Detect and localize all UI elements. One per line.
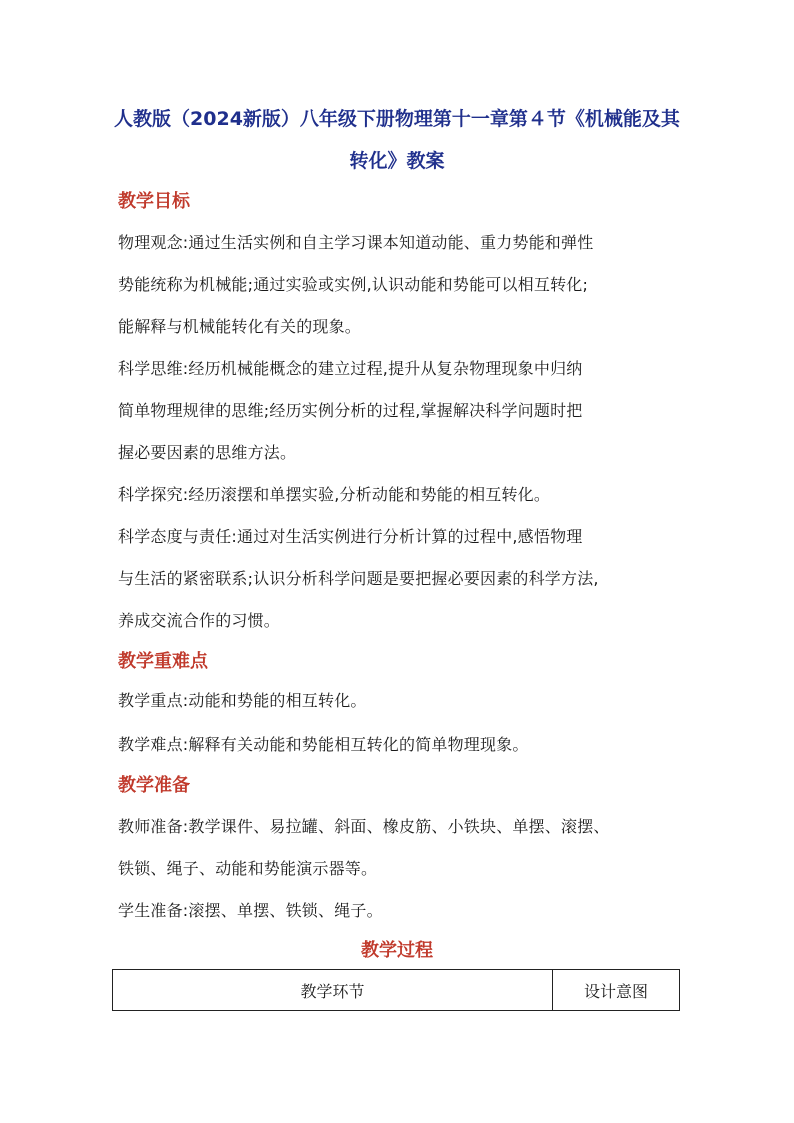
- goals-line: 物理观念:通过生活实例和自主学习课本知道动能、重力势能和弹性: [118, 233, 594, 252]
- section-heading-process: 教学过程: [361, 940, 433, 961]
- prep-line: 铁锁、绳子、动能和势能演示器等。: [118, 859, 378, 878]
- keypoints-line: 教学难点:解释有关动能和势能相互转化的简单物理现象。: [118, 735, 529, 754]
- goals-line: 与生活的紧密联系;认识分析科学问题是要把握必要因素的科学方法,: [118, 569, 599, 588]
- goals-line: 简单物理规律的思维;经历实例分析的过程,掌握解决科学问题时把: [118, 401, 583, 420]
- goals-line: 握必要因素的思维方法。: [118, 443, 297, 462]
- prep-line: 学生准备:滚摆、单摆、铁锁、绳子。: [118, 901, 383, 920]
- goals-line: 养成交流合作的习惯。: [118, 611, 281, 630]
- section-heading-keypoints: 教学重难点: [118, 651, 208, 672]
- document-title-line-1: 人教版（2024新版）八年级下册物理第十一章第４节《机械能及其: [114, 108, 680, 130]
- document-title-line-2: 转化》教案: [349, 150, 445, 172]
- section-heading-goals: 教学目标: [118, 191, 190, 212]
- goals-line: 势能统称为机械能;通过实验或实例,认识动能和势能可以相互转化;: [118, 275, 589, 294]
- goals-line: 科学探究:经历滚摆和单摆实验,分析动能和势能的相互转化。: [118, 485, 551, 504]
- keypoints-line: 教学重点:动能和势能的相互转化。: [118, 691, 367, 710]
- goals-line: 能解释与机械能转化有关的现象。: [118, 317, 362, 336]
- table-header-cell-stage: 教学环节: [113, 970, 553, 1010]
- section-heading-prep: 教学准备: [118, 775, 190, 796]
- table-header-cell-intent: 设计意图: [583, 981, 648, 1001]
- goals-line: 科学思维:经历机械能概念的建立过程,提升从复杂物理现象中归纳: [118, 359, 583, 378]
- goals-line: 科学态度与责任:通过对生活实例进行分析计算的过程中,感悟物理: [118, 527, 583, 546]
- prep-line: 教师准备:教学课件、易拉罐、斜面、橡皮筋、小铁块、单摆、滚摆、: [118, 817, 610, 836]
- process-table: [112, 969, 680, 1011]
